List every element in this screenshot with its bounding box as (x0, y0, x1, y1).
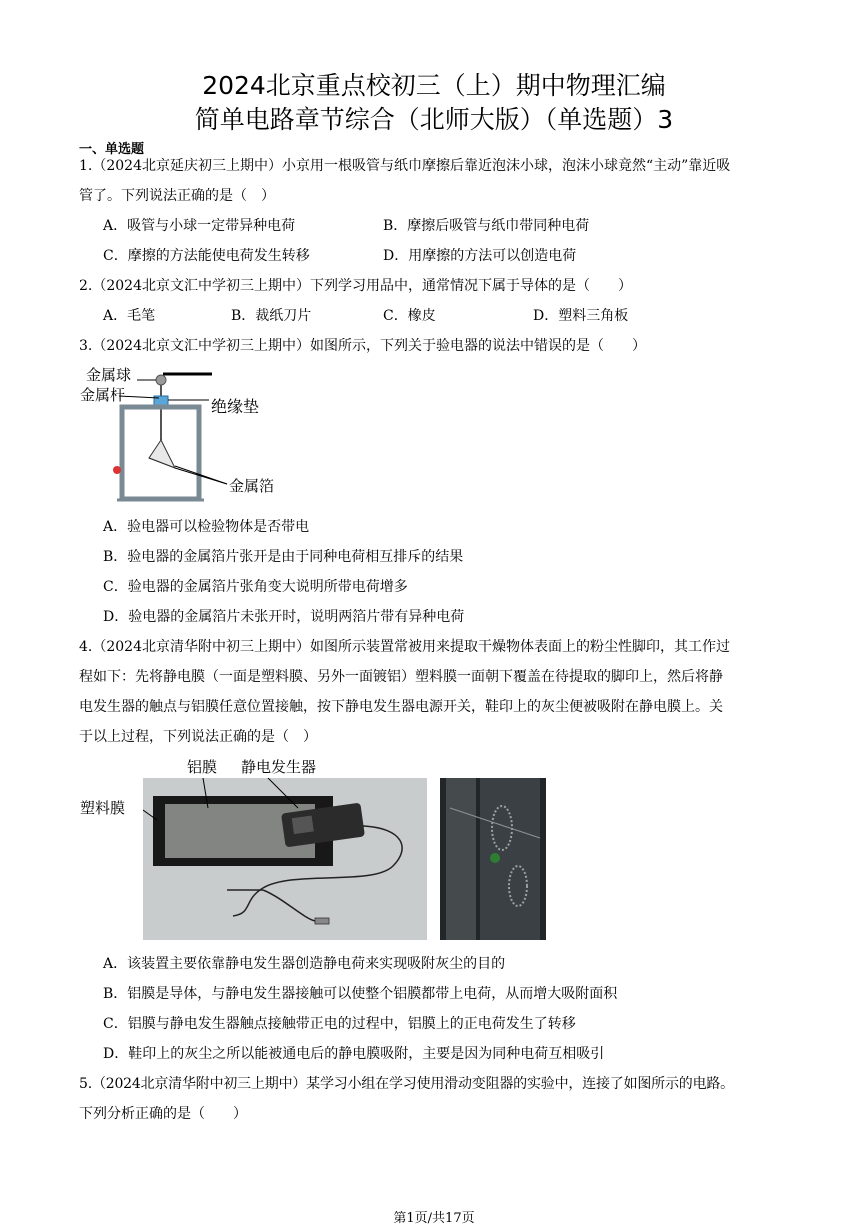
label-metal-foil: 金属箔 (229, 477, 275, 495)
q5-stem-line1: 5.（2024北京清华附中初三上期中）某学习小组在学习使用滑动变阻器的实验中，连接了如图所示的电路。 (79, 1076, 734, 1092)
q3-option-a: A．验电器可以检验物体是否带电 (103, 519, 310, 535)
q4-option-b: B．铝膜是导体，与静电发生器接触可以使整个铝膜都带上电荷，从而增大吸附面积 (103, 986, 618, 1002)
q4-stem-line3: 电发生器的触点与铝膜任意位置接触，按下静电发生器电源开关，鞋印上的灰尘便被吸附在静电膜上。关 (79, 699, 723, 715)
q3-option-c: C．验电器的金属箔片张角变大说明所带电荷增多 (103, 579, 408, 595)
document-title-line1: 2024北京重点校初三（上）期中物理汇编 (202, 71, 666, 100)
q2-option-a: A．毛笔 (103, 308, 156, 324)
q4-option-a: A．该装置主要依靠静电发生器创造静电荷来实现吸附灰尘的目的 (103, 956, 506, 972)
label-aluminum-film: 铝膜 (187, 758, 218, 776)
document-title-line2: 简单电路章节综合（北师大版）（单选题）3 (194, 105, 674, 134)
q4-stem-line2: 程如下：先将静电膜（一面是塑料膜、另外一面镀铝）塑料膜一面朝下覆盖在待提取的脚印上，然后将静 (79, 669, 723, 685)
q1-stem-line2: 管了。下列说法正确的是（ ） (79, 188, 275, 204)
q4-option-d: D．鞋印上的灰尘之所以能被通电后的静电膜吸附，主要是因为同种电荷互相吸引 (103, 1046, 605, 1062)
q4-stem-line4: 于以上过程，下列说法正确的是（ ） (79, 729, 317, 745)
label-metal-ball: 金属球 (86, 366, 132, 384)
q3-stem: 3.（2024北京文汇中学初三上期中）如图所示，下列关于验电器的说法中错误的是（ ） (79, 338, 646, 354)
q1-option-b: B．摩擦后吸管与纸巾带同种电荷 (383, 218, 590, 234)
q1-option-a: A．吸管与小球一定带异种电荷 (103, 218, 296, 234)
q1-option-c: C．摩擦的方法能使电荷发生转移 (103, 248, 310, 264)
label-static-generator: 静电发生器 (241, 758, 317, 776)
q2-option-c: C．橡皮 (383, 308, 436, 324)
footprint-photo (440, 778, 546, 940)
static-film-photo (143, 778, 427, 940)
label-metal-rod: 金属杆 (80, 386, 126, 404)
q4-stem-line1: 4.（2024北京清华附中初三上期中）如图所示装置常被用来提取干燥物体表面上的粉尘性脚印，其工作过 (79, 639, 730, 655)
q2-option-d: D．塑料三角板 (533, 308, 629, 324)
q3-option-b: B．验电器的金属箔片张开是由于同种电荷相互排斥的结果 (103, 549, 464, 565)
q1-stem-line1: 1.（2024北京延庆初三上期中）小京用一根吸管与纸巾摩擦后靠近泡沫小球，泡沫小球竟然“主动”靠近吸 (79, 158, 731, 174)
q1-option-d: D．用摩擦的方法可以创造电荷 (383, 248, 577, 264)
q5-stem-line2: 下列分析正确的是（ ） (79, 1106, 247, 1122)
section-heading: 一、单选题 (79, 142, 145, 157)
q2-option-b: B．裁纸刀片 (231, 308, 312, 324)
label-insulating-pad: 绝缘垫 (211, 397, 260, 416)
label-plastic-film: 塑料膜 (80, 799, 126, 817)
page-footer: 第1页/共17页 (393, 1211, 475, 1226)
q4-option-c: C．铝膜与静电发生器触点接触带正电的过程中，铝膜上的正电荷发生了转移 (103, 1016, 576, 1032)
q3-option-d: D．验电器的金属箔片未张开时，说明两箔片带有异种电荷 (103, 609, 465, 625)
q2-stem: 2.（2024北京文汇中学初三上期中）下列学习用品中，通常情况下属于导体的是（ ） (79, 278, 632, 294)
